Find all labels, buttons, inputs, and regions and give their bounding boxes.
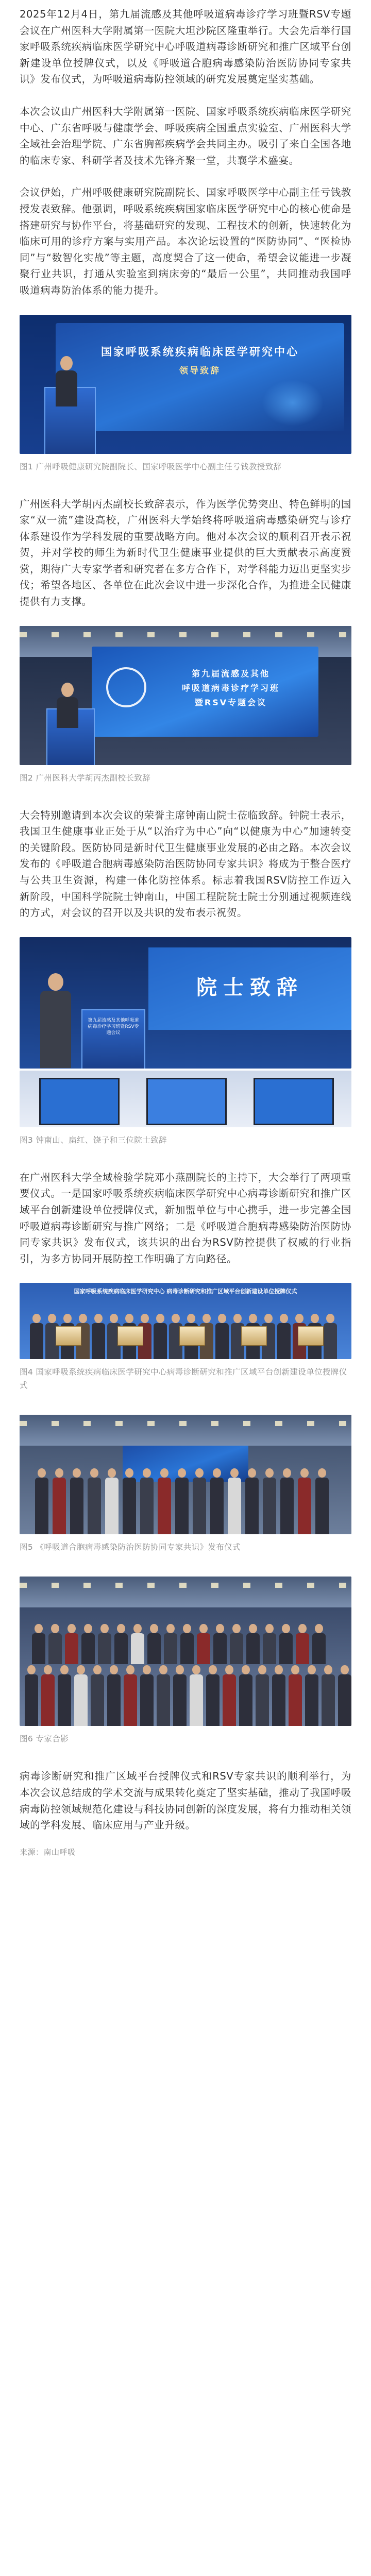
- figure-5-caption: 图5 《呼吸道合胞病毒感染防治医防协同专家共识》发布仪式: [20, 1543, 241, 1552]
- figure-3-screen-title: 院士致辞: [196, 975, 303, 999]
- figure-4-caption: 图4 国家呼吸系统疾病临床医学研究中心病毒诊断研究和推广区域平台创新建设单位授牌仪式: [20, 1367, 347, 1391]
- figure-1-caption: 图1 广州呼吸健康研究院副院长、国家呼吸医学中心副主任亏钱教授致辞: [20, 462, 282, 471]
- figure-3-photo-main: [20, 937, 351, 1069]
- figure-4-photo: [20, 1283, 351, 1359]
- figure-2-screen-line-2: 呼吸道病毒诊疗学习班: [181, 683, 280, 693]
- article: [0, 6, 371, 1857]
- figure-5: [20, 1415, 351, 1554]
- paragraph-organizers: 本次会议由广州医科大学附属第一医院、国家呼吸系统疾病临床医学研究中心、广东省呼吸与健康学会、呼吸疾病全国重点实验室、广州医科大学全域社会治理学院、广东省胸部疾病学会共同主办。吸引了来自全国各地的临床专家、科研学者及技术先锋齐聚一堂，共襄学术盛宴。: [20, 105, 351, 166]
- paragraph-ceremonies: 在广州医科大学全域检验学院邓小燕副院长的主持下，大会举行了两项重要仪式。一是国家呼吸系统疾病临床医学研究中心病毒诊断研究和推广区域平台创新建设单位授牌仪式，新加盟单位与中心携手，进一步完善全国呼吸道病毒诊断研究与推广网络；二是《呼吸道合胞病毒感染防治医防协同专家共识》发布仪式，该共识的出台为RSV防控提供了权威的行业指引，为多方协同开展防控工作明确了方向路径。: [20, 1171, 351, 1265]
- paragraph-conclusion: 病毒诊断研究和推广区域平台授牌仪式和RSV专家共识的顺利举行，为本次会议总结成的学术交流与成果转化奠定了坚实基础，推动了我国呼吸病毒防控领域规范化建设与科技协同创新的深度发展，将有力推动相关领域的学科发展、临床应用与产业升级。: [20, 1770, 351, 1832]
- figure-4: [20, 1283, 351, 1392]
- figure-1-screen-subtitle: 领导致辞: [179, 365, 221, 376]
- figure-3: [20, 937, 351, 1147]
- source-note: 来源：南山呼吸: [20, 1847, 76, 1857]
- figure-3-podium-text: 第九届流感及其他呼吸道病毒诊疗学习班暨RSV专题会议: [88, 1018, 139, 1036]
- figure-2: [20, 626, 351, 785]
- figure-3-photo-video: [20, 1071, 351, 1127]
- figure-1-screen-title: 国家呼吸系统疾病临床医学研究中心: [101, 345, 299, 358]
- paragraph-vice-president: 广州医科大学胡丙杰副校长致辞表示，作为医学优势突出、特色鲜明的国家“双一流”建设高校，广州医科大学始终将呼吸道病毒感染研究与诊疗体系建设作为学科发展的重要战略方向。他对本次会议的顺利召开表示祝贺，并对学校的师生为新时代卫生健康事业提供的巨大贡献表示高度赞赏，期待广大专家学者和研究者在多方合作下，对学科能力迈出更坚实步伐；希望各地区、各单位在此次会议中进一步深化合作，为推进全民健康提供有力支撑。: [20, 498, 351, 608]
- figure-4-banner: 国家呼吸系统疾病临床医学研究中心 病毒诊断研究和推广区域平台创新建设单位授牌仪式: [74, 1288, 297, 1295]
- figure-6-caption: 图6 专家合影: [20, 1734, 69, 1744]
- figure-6: [20, 1577, 351, 1745]
- figure-2-screen-line-1: 第九届流感及其他: [191, 668, 270, 679]
- figure-2-screen-line-3: 暨RSV专题会议: [194, 697, 267, 707]
- figure-5-photo: [20, 1415, 351, 1534]
- figure-1: [20, 315, 351, 473]
- paragraph-opening: 会议伊始，广州呼吸健康研究院副院长、国家呼吸医学中心副主任亏钱教授发表致辞。他强调，呼吸系统疾病国家临床医学研究中心的核心使命是搭建研究与协作平台，将基础研究的发现、工程技术的创新，快速转化为临床可用的诊疗方案与实用产品。本次论坛设置的“医防协同”、“医检协同”与“数智化实战”等主题，高度契合了这一使命，希望会议能进一步凝聚行业共识，打通从实验室到病床旁的“最后一公里”，共同推动我国呼吸道病毒防治体系的能力提升。: [20, 187, 351, 296]
- figure-2-photo: [20, 626, 351, 765]
- figure-3-caption: 图3 钟南山、扁红、饶子和三位院士致辞: [20, 1135, 167, 1145]
- paragraph-intro: 2025年12月4日，第九届流感及其他呼吸道病毒诊疗学习班暨RSV专题会议在广州医科大学附属第一医院大坦沙院区隆重举行。大会先后举行国家呼吸系统疾病临床医学研究中心呼吸道病毒诊断研究和推广区域平台创新建设单位授牌仪式，以及《呼吸道合胞病毒感染防治医防协同专家共识》发布仪式，为呼吸道病毒防控领域的研究发展奠定坚实基础。: [20, 8, 351, 86]
- figure-1-photo: [20, 315, 351, 454]
- paragraph-academician: 大会特别邀请到本次会议的荣誉主席钟南山院士莅临致辞。钟院士表示，我国卫生健康事业正处于从“以治疗为中心”向“以健康为中心”加速转变的关键阶段。医防协同是新时代卫生健康事业发展的必由之路。本次会议发布的《呼吸道合胞病毒感染防治医防协同专家共识》将成为于整合医疗与公共卫生资源，构建一体化防控体系。标志着我国RSV防控工作迈入新阶段，中国科学院院士钟南山，中国工程院院士院士分别通过视频连线的方式，对会议的召开以及共识的发布表示祝贺。: [20, 809, 351, 919]
- figure-2-caption: 图2 广州医科大学胡丙杰副校长致辞: [20, 773, 151, 783]
- figure-6-photo: [20, 1577, 351, 1726]
